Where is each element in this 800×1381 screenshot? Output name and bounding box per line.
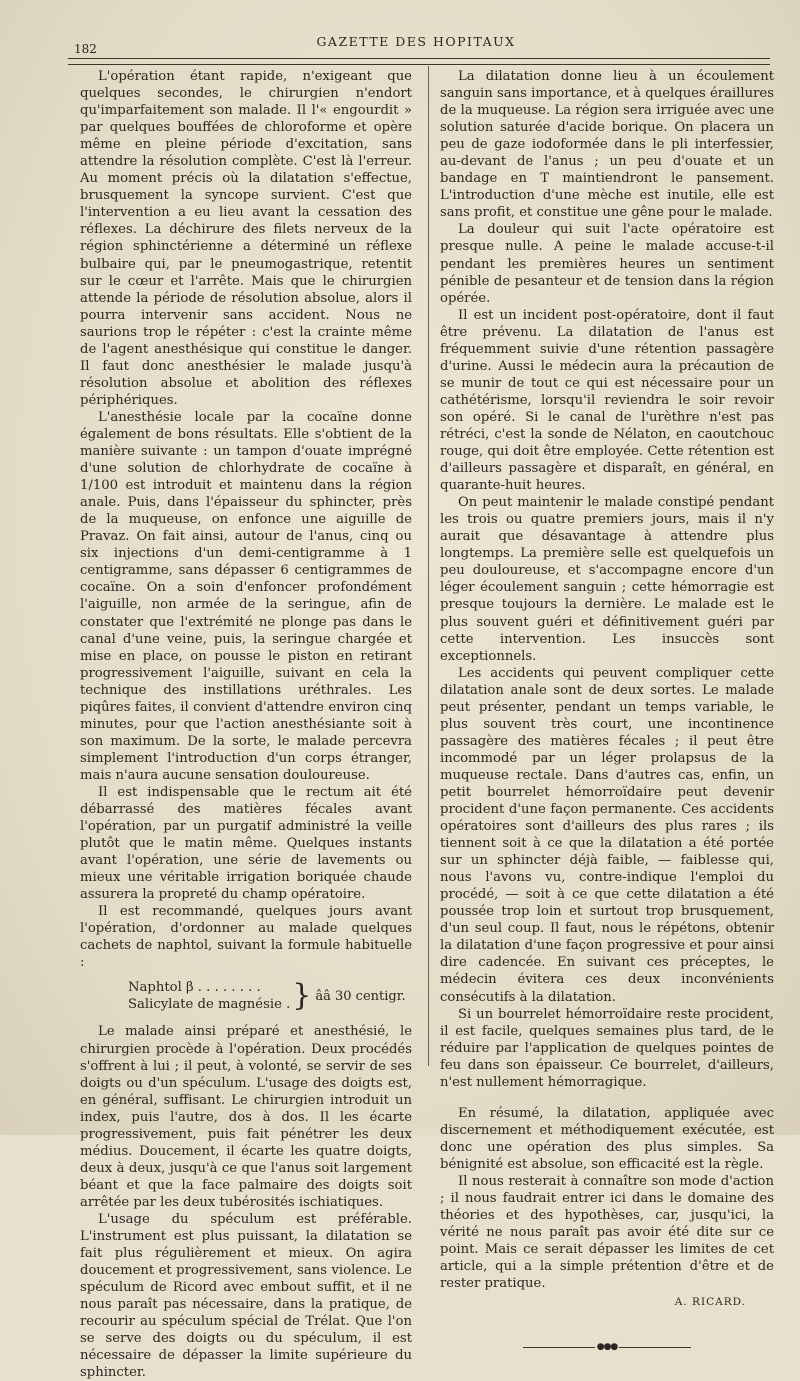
- paragraph: La douleur qui suit l'acte opératoire est presque nulle. A peine le malade accuse-t-il pendant les premières heures un sentiment pénible de pesanteur et de tension dans la région opérée.: [440, 222, 774, 306]
- page-header: [60, 30, 772, 60]
- paragraph: L'usage du spéculum est préférable. L'instrument est plus puissant, la dilatation se fait plus régulièrement et mieux. On agira doucement et progressivement, sans violence. Le spéculum de Ricord avec embout suffit, et il ne nous paraît pas nécessaire, dans la pratique, de recourir au spéculum spécial de Trélat. Que l'on se serve des doigts ou du spéculum, il est nécessaire de dépasser la limite supérieure du sphincter.: [80, 1212, 412, 1381]
- paragraph: Il est un incident post-opératoire, dont il faut être prévenu. La dilatation de l'anus est fréquemment suivie d'une rétention passagère d'urine. Aussi le médecin aura la précaution de se munir de tout ce qui est nécessaire pour un cathétérisme, lorsqu'il reviendra le soir revoir son opéré. Si le canal de l'urèthre n'est pas rétréci, c'est la sonde de Nélaton, en caoutchouc rouge, qui doit être employée. Cette rétention est d'ailleurs passagère et disparaît, en général, en quarante-huit heures.: [440, 307, 774, 494]
- end-ornament: [440, 1339, 774, 1356]
- formula-line: Naphtol β . . . . . . . .: [128, 980, 261, 996]
- ornament-dots-icon: ●●●: [596, 1342, 618, 1353]
- paragraph: Il est recommandé, quelques jours avant l'opération, d'ordonner au malade quelques cachets de naphtol, suivant la formule habituelle :: [80, 904, 412, 971]
- page-number: 182: [74, 42, 97, 56]
- paragraph: Il nous resterait à connaître son mode d'action ; il nous faudrait entrer ici dans le domaine des théories et des hypothèses, car, jusqu'ici, la vérité ne nous paraît pas avoir été dite sur ce point. Mais ce serait dépasser les limites de cet article, qui a la simple prétention d'être et de rester pratique.: [440, 1174, 774, 1292]
- author-signature: A. RICARD.: [674, 1296, 746, 1309]
- paragraph: Il est indispensable que le rectum ait été débarrassé des matières fécales avant l'opération, par un purgatif administré la veille plutôt que le matin même. Quelques instants avant l'opération, une série de lavements ou mieux une véritable irrigation boriquée chaude assurera la propreté du champ opératoire.: [80, 784, 412, 903]
- section-gap: [440, 1091, 774, 1105]
- journal-title: GAZETTE DES HOPITAUX: [316, 34, 516, 49]
- left-column: [80, 68, 412, 1381]
- paragraph: L'anesthésie locale par la cocaïne donne également de bons résultats. Elle s'obtient de la manière suivante : un tampon d'ouate imprégné d'une solution de chlorhydrate de cocaïne à 1/100 est introduit et maintenu dans la région anale. Puis, dans l'épaisseur du sphincter, près de la muqueuse, on enfonce une aiguille de Pravaz. On fait ainsi, autour de l'anus, cinq ou six injections d'un demi-centigramme à 1 centigramme, sans dépasser 6 centigrammes de cocaïne. On a soin d'enfoncer profondément l'aiguille, non armée de la seringue, afin de constater que l'extrémité ne plonge pas dans le canal d'une veine, puis, la seringue chargée et mise en place, on pousse le piston en retirant progressivement l'aiguille, suivant en cela la technique des instillations uréthrales. Les piqûres faites, il convient d'attendre environ cinq minutes, pour que l'action anesthésiante soit à son maximum. De la sorte, le malade percevra simplement l'introduction d'un corps étranger, mais n'aura aucune sensation douloureuse.: [80, 409, 412, 783]
- header-rule: [68, 58, 770, 65]
- paragraph: Le malade ainsi préparé et anesthésié, le chirurgien procède à l'opération. Deux procédés s'offrent à lui ; il peut, à volonté, se servir de ses doigts ou d'un spéculum. L'usage des doigts est, en général, suffisant. Le chirurgien introduit un index, puis l'autre, dos à dos. Il les écarte progressivement, puis fait pénétrer les deux médius. Doucement, il écarte les quatre doigts, deux à deux, jusqu'à ce que l'anus soit largement béant et que la face palmaire des doigts soit arrêtée par les deux tubérosités ischiatiques.: [80, 1024, 412, 1210]
- prescription-formula: [128, 979, 412, 1013]
- brace-symbol: }: [292, 978, 312, 1014]
- paragraph: Si un bourrelet hémorroïdaire reste procident, il est facile, quelques semaines plus tard, de le réduire par l'application de quelques pointes de feu dans son épaisseur. Ce bourrelet, d'ailleurs, n'est nullement hémorragique.: [440, 1006, 774, 1090]
- formula-dose: ââ 30 centigr.: [315, 988, 406, 1004]
- formula-line: Salicylate de magnésie .: [128, 997, 291, 1013]
- right-column: [440, 68, 774, 1356]
- paragraph: On peut maintenir le malade constipé pendant les trois ou quatre premiers jours, mais il n'y aurait que désavantage à attendre plus longtemps. La première selle est quelquefois un peu douloureuse, et s'accompagne encore d'un léger écoulement sanguin ; cette hémorragie est presque toujours la dernière. Le malade est le plus souvent guéri et définitivement guéri par cette intervention. Les insuccès sont exceptionnels.: [440, 495, 774, 664]
- column-divider: [428, 66, 429, 1066]
- paragraph: En résumé, la dilatation, appliquée avec discernement et méthodiquement exécutée, est donc une opération des plus simples. Sa bénignité est absolue, son efficacité est la règle.: [440, 1105, 774, 1172]
- paragraph: La dilatation donne lieu à un écoulement sanguin sans importance, et à quelques éraillures de la muqueuse. La région sera irriguée avec une solution saturée d'acide borique. On placera un peu de gaze iodoformée dans le pli interfessier, au-devant de l'anus ; un peu d'ouate et un bandage en T maintiendront le pansement. L'introduction d'une mèche est inutile, elle est sans profit, et constitue une gêne pour le malade.: [440, 69, 774, 221]
- paragraph: L'opération étant rapide, n'exigeant que quelques secondes, le chirurgien n'endort qu'imparfaitement son malade. Il l'« engourdit » par quelques bouffées de chloroforme et opère même en pleine période d'excitation, sans attendre la résolution complète. C'est là l'erreur. Au moment précis où la dilatation s'effectue, brusquement la syncope survient. C'est que l'intervention a eu lieu avant la cessation des réflexes. La déchirure des filets nerveux de la région sphinctérienne a déterminé un réflexe bulbaire qui, par le pneumogastrique, retentit sur le cœur et l'arrête. Mais que le chirurgien attende la période de résolution absolue, alors il pourra intervenir sans accident. Nous ne saurions trop le répéter : c'est la crainte même de l'agent anesthésique qui constitue le danger. Il faut donc anesthésier le malade jusqu'à résolution absolue et abolition des réflexes périphériques.: [80, 69, 412, 408]
- paragraph: Les accidents qui peuvent compliquer cette dilatation anale sont de deux sortes. Le malade peut présenter, pendant un temps variable, le plus souvent très court, une incontinence passagère des matières fécales ; il peut être incommodé par un léger prolapsus de la muqueuse rectale. Dans d'autres cas, enfin, un petit bourrelet hémorroïdaire peut devenir procident d'une façon permanente. Ces accidents opératoires sont d'ailleurs des plus rares ; ils tiennent soit à ce que la dilatation a été portée sur un sphincter déjà faible, — faiblesse qui, nous l'avons vu, contre-indique l'emploi du procédé, — soit à ce que cette dilatation a été poussée trop loin et surtout trop brusquement, d'un seul coup. Il faut, nous le répétons, obtenir la dilatation d'une façon progressive et pour ainsi dire cadencée. En suivant ces préceptes, le médecin évitera ces deux inconvénients consécutifs à la dilatation.: [440, 665, 774, 1005]
